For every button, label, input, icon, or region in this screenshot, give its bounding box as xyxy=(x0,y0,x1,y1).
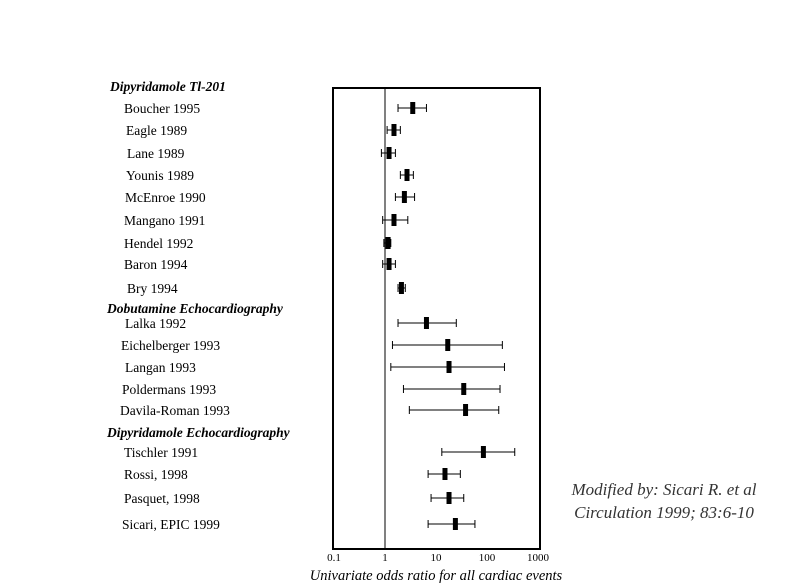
study-label: Baron 1994 xyxy=(124,257,188,272)
x-tick-label: 100 xyxy=(478,552,496,564)
x-axis-label: Univariate odds ratio for all cardiac events xyxy=(309,568,563,584)
study-label: Eichelberger 1993 xyxy=(121,338,221,353)
odds-ratio-marker xyxy=(404,169,409,181)
study-label: McEnroe 1990 xyxy=(125,190,206,205)
study-label: Pasquet, 1998 xyxy=(124,491,200,506)
group-heading: Dipyridamole Echocardiography xyxy=(107,425,290,440)
study-label: Eagle 1989 xyxy=(126,123,188,138)
odds-ratio-marker xyxy=(391,124,396,136)
odds-ratio-marker xyxy=(391,214,396,226)
study-label: Mangano 1991 xyxy=(124,213,206,228)
x-tick-label: 1000 xyxy=(527,552,549,564)
study-label: Poldermans 1993 xyxy=(122,382,217,397)
study-label: Younis 1989 xyxy=(126,168,195,183)
x-tick-label: 10 xyxy=(430,552,442,564)
study-label: Lane 1989 xyxy=(127,146,185,161)
odds-ratio-marker xyxy=(410,102,415,114)
group-heading: Dobutamine Echocardiography xyxy=(107,301,283,316)
odds-ratio-marker xyxy=(386,237,391,249)
study-labels xyxy=(106,79,291,532)
study-label: Davila-Roman 1993 xyxy=(120,403,230,418)
study-label: Boucher 1995 xyxy=(124,101,201,116)
odds-ratio-marker xyxy=(399,282,404,294)
plot-frame xyxy=(333,88,540,549)
study-label: Langan 1993 xyxy=(125,360,196,375)
odds-ratio-marker xyxy=(481,446,486,458)
study-label: Rossi, 1998 xyxy=(124,467,188,482)
study-label: Lalka 1992 xyxy=(125,316,187,331)
x-tick-label: 1 xyxy=(382,552,388,564)
x-tick-label: 0.1 xyxy=(327,552,341,564)
study-marks xyxy=(381,102,514,530)
odds-ratio-marker xyxy=(461,383,466,395)
odds-ratio-marker xyxy=(424,317,429,329)
group-heading: Dipyridamole Tl-201 xyxy=(110,79,226,94)
odds-ratio-marker xyxy=(442,468,447,480)
x-axis-ticks xyxy=(327,552,549,564)
odds-ratio-marker xyxy=(463,404,468,416)
citation-line-2: Circulation 1999; 83:6-10 xyxy=(574,503,754,522)
odds-ratio-marker xyxy=(453,518,458,530)
odds-ratio-marker xyxy=(447,361,452,373)
study-label: Tischler 1991 xyxy=(124,445,199,460)
odds-ratio-marker xyxy=(387,258,392,270)
citation-line-1: Modified by: Sicari R. et al xyxy=(571,480,757,499)
odds-ratio-marker xyxy=(447,492,452,504)
odds-ratio-marker xyxy=(387,147,392,159)
study-label: Hendel 1992 xyxy=(124,236,194,251)
study-label: Sicari, EPIC 1999 xyxy=(122,517,220,532)
odds-ratio-marker xyxy=(445,339,450,351)
odds-ratio-marker xyxy=(402,191,407,203)
study-label: Bry 1994 xyxy=(127,281,178,296)
citation xyxy=(548,478,780,524)
